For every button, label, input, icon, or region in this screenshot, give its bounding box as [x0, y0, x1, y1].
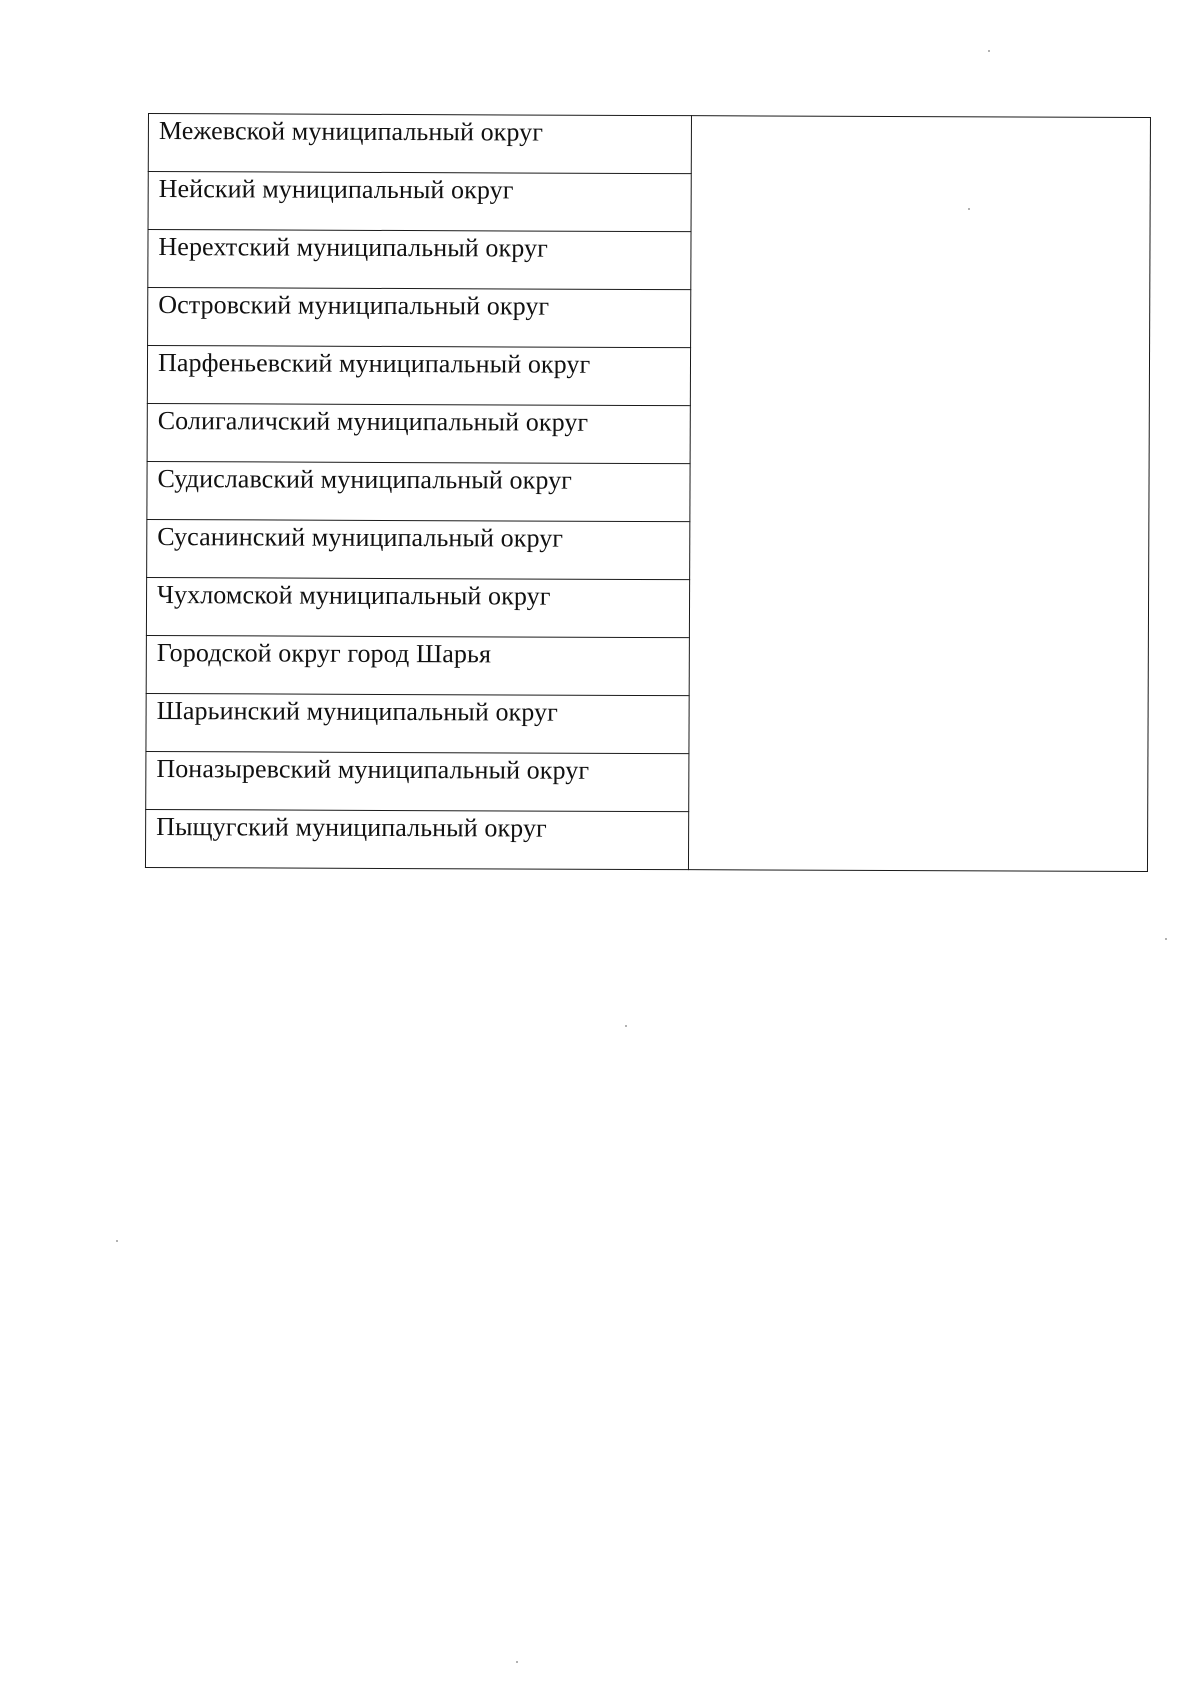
municipal-districts-table	[145, 113, 1151, 872]
scan-speck	[516, 1661, 518, 1663]
district-name: Островский муниципальный округ	[158, 290, 550, 321]
district-name: Пыщугский муниципальный округ	[156, 812, 547, 843]
district-name: Солигаличский муниципальный округ	[157, 406, 589, 437]
district-name: Чухломской муниципальный округ	[157, 580, 551, 611]
district-name-cell	[148, 114, 691, 174]
scan-speck	[968, 208, 970, 210]
scan-speck	[1165, 938, 1167, 940]
district-name: Шарьинский муниципальный округ	[156, 696, 558, 727]
empty-right-cell	[688, 116, 1150, 872]
district-name-cell	[145, 809, 688, 869]
district-name-cell	[146, 751, 689, 811]
district-name: Судиславский муниципальный округ	[157, 464, 573, 495]
scan-speck	[625, 1025, 627, 1027]
district-name-cell	[147, 461, 690, 521]
district-name-cell	[148, 172, 691, 232]
scan-speck	[116, 1240, 118, 1242]
district-name: Парфеньевский муниципальный округ	[157, 348, 591, 379]
table-row	[148, 114, 1150, 176]
scan-speck	[988, 50, 990, 52]
district-name: Межевской муниципальный округ	[158, 116, 544, 147]
table-body	[145, 114, 1150, 872]
district-name-cell	[148, 230, 691, 290]
district-name: Сусанинский муниципальный округ	[157, 522, 564, 553]
district-name: Городской округ город Шарья	[156, 638, 492, 669]
district-name-cell	[147, 346, 690, 406]
district-name-cell	[148, 288, 691, 348]
district-name-cell	[147, 519, 690, 579]
district-name-cell	[147, 403, 690, 463]
district-name: Поназыревский муниципальный округ	[156, 754, 590, 785]
district-name-cell	[146, 635, 689, 695]
district-name-cell	[146, 693, 689, 753]
district-name-cell	[146, 577, 689, 637]
district-name: Нерехтский муниципальный округ	[158, 232, 548, 263]
district-name: Нейский муниципальный округ	[158, 174, 514, 205]
